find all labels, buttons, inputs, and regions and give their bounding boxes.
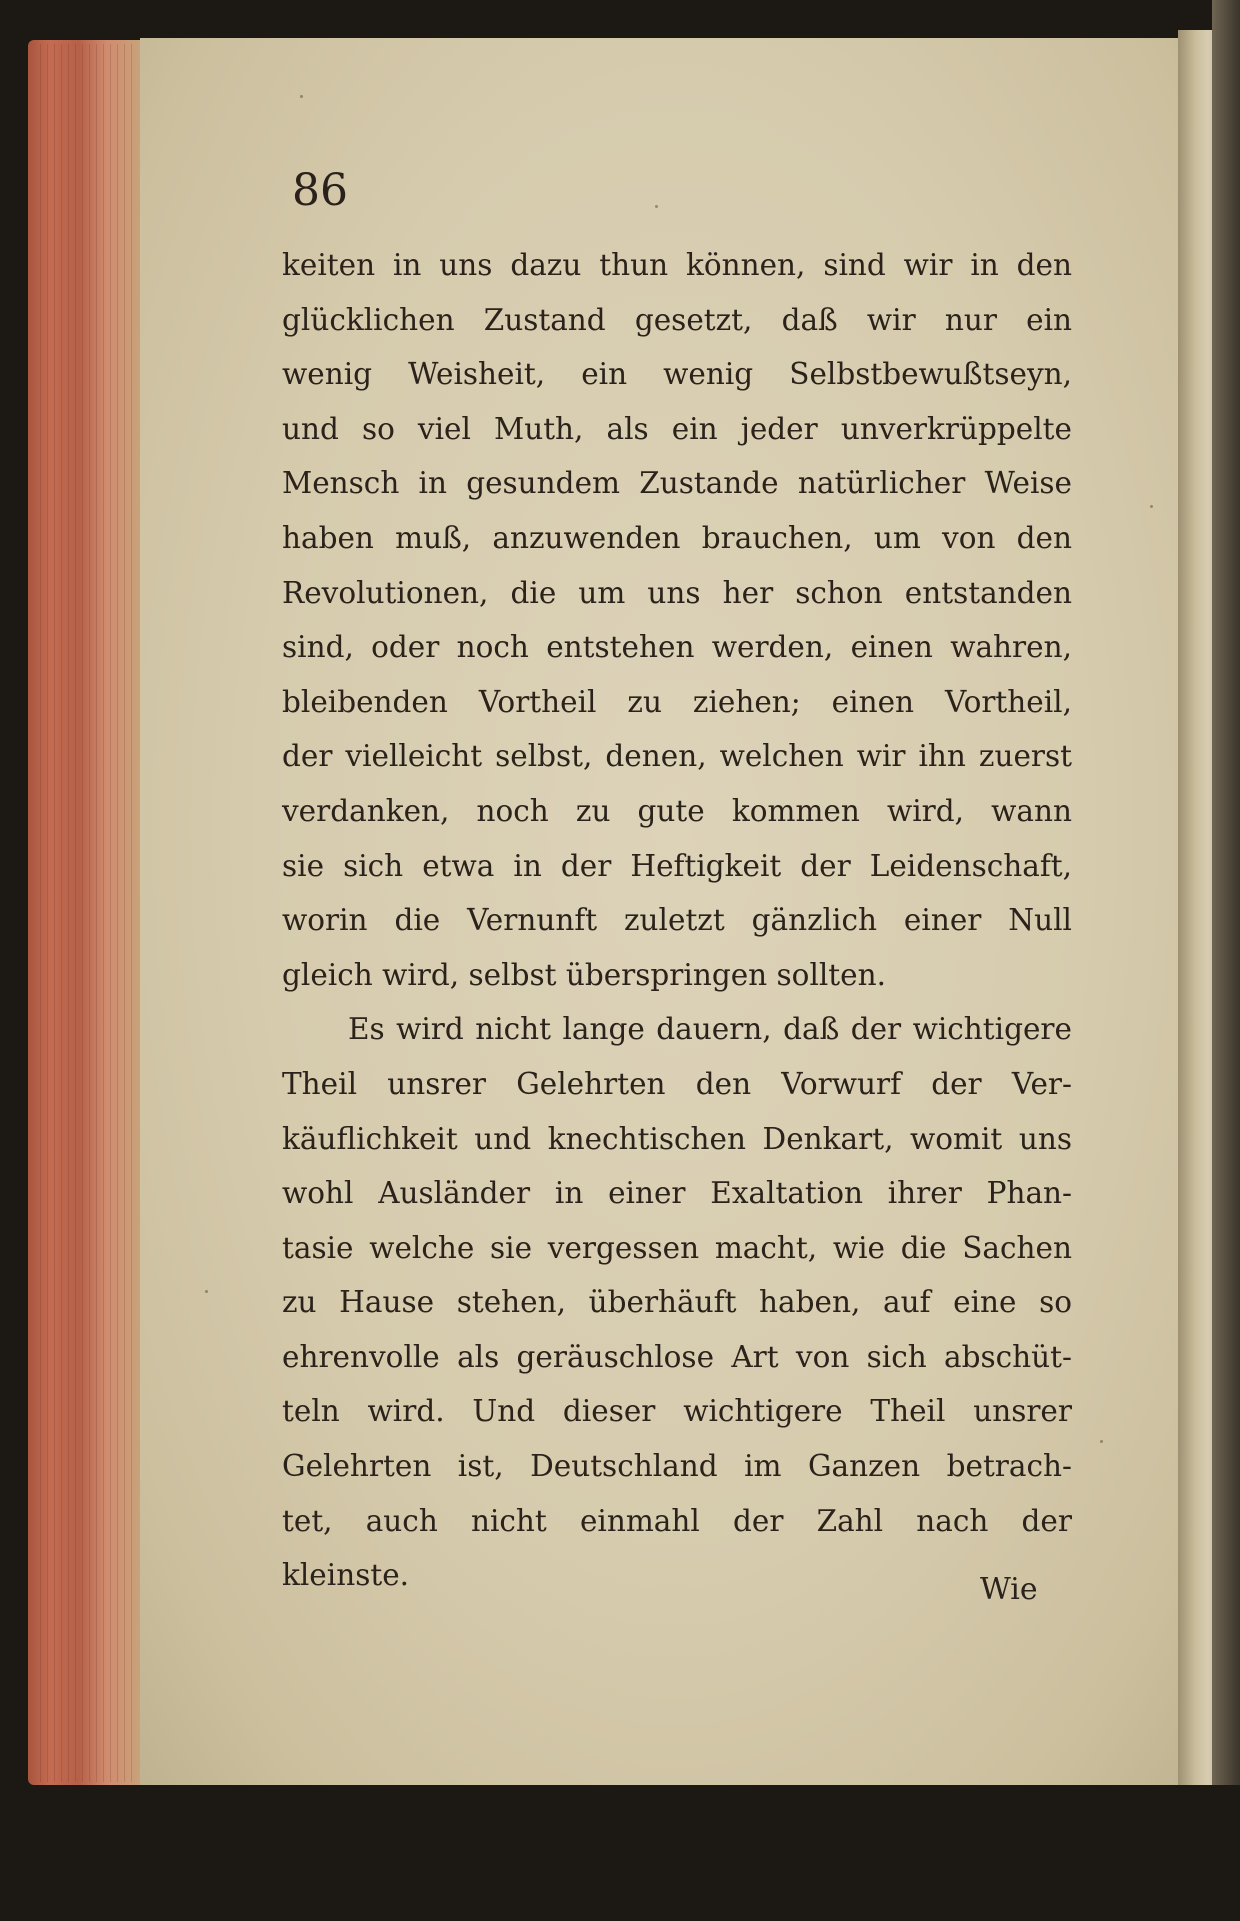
text-line: bleibenden Vortheil zu ziehen; einen Vortheil, [282,684,1072,719]
paper-speck [300,95,303,98]
catchword: Wie [980,1572,1038,1607]
text-line: Revolutionen, die um uns her schon entstanden [282,575,1072,610]
text-line: sie sich etwa in der Heftigkeit der Leidenschaft, [282,848,1072,883]
text-line: kleinste. [282,1558,410,1593]
text-line: Mensch in gesundem Zustande natürlicher Weise [282,466,1072,501]
text-line: haben muß, anzuwenden brauchen, um von den [282,520,1072,555]
text-line: ehrenvolle als geräuschlose Art von sich abschüt- [282,1339,1072,1374]
text-line: tet, auch nicht einmahl der Zahl nach der [282,1503,1072,1538]
text-line: Theil unsrer Gelehrten den Vorwurf der Ver- [282,1066,1072,1101]
next-page-edge [1212,0,1240,1921]
page-fore-edge-lines [40,44,136,1782]
paper-speck [205,1290,208,1293]
text-line: gleich wird, selbst überspringen sollten. [282,957,887,992]
text-line: Gelehrten ist, Deutschland im Ganzen betrach- [282,1449,1072,1484]
text-line: teln wird. Und dieser wichtigere Theil unsrer [282,1394,1072,1429]
text-line: und so viel Muth, als ein jeder unverkrüppelte [282,411,1072,446]
text-line: käuflichkeit und knechtischen Denkart, womit uns [282,1121,1072,1156]
page-number: 86 [292,165,348,216]
background-shadow [28,1785,1240,1921]
body-text [282,238,1072,1603]
text-line: wohl Ausländer in einer Exaltation ihrer Phan- [282,1176,1072,1211]
paragraph-1 [282,238,1072,1002]
text-line: sind, oder noch entstehen werden, einen wahren, [282,630,1072,665]
text-line: worin die Vernunft zuletzt gänzlich einer Null [282,903,1072,938]
text-line: verdanken, noch zu gute kommen wird, wann [282,793,1072,828]
text-line: der vielleicht selbst, denen, welchen wir ihn zuerst [282,739,1072,774]
text-line: Es wird nicht lange dauern, daß der wichtigere [348,1012,1072,1047]
text-line: zu Hause stehen, überhäuft haben, auf eine so [282,1285,1072,1320]
paper-speck [1150,505,1153,508]
paper-speck [1100,1440,1103,1443]
text-line: keiten in uns dazu thun können, sind wir in den [282,248,1072,282]
text-line: tasie welche sie vergessen macht, wie die Sachen [282,1230,1072,1265]
paragraph-2 [282,1002,1072,1603]
text-line: glücklichen Zustand gesetzt, daß wir nur ein [282,302,1072,337]
text-line: wenig Weisheit, ein wenig Selbstbewußtseyn, [282,357,1072,392]
paper-speck [655,205,658,208]
